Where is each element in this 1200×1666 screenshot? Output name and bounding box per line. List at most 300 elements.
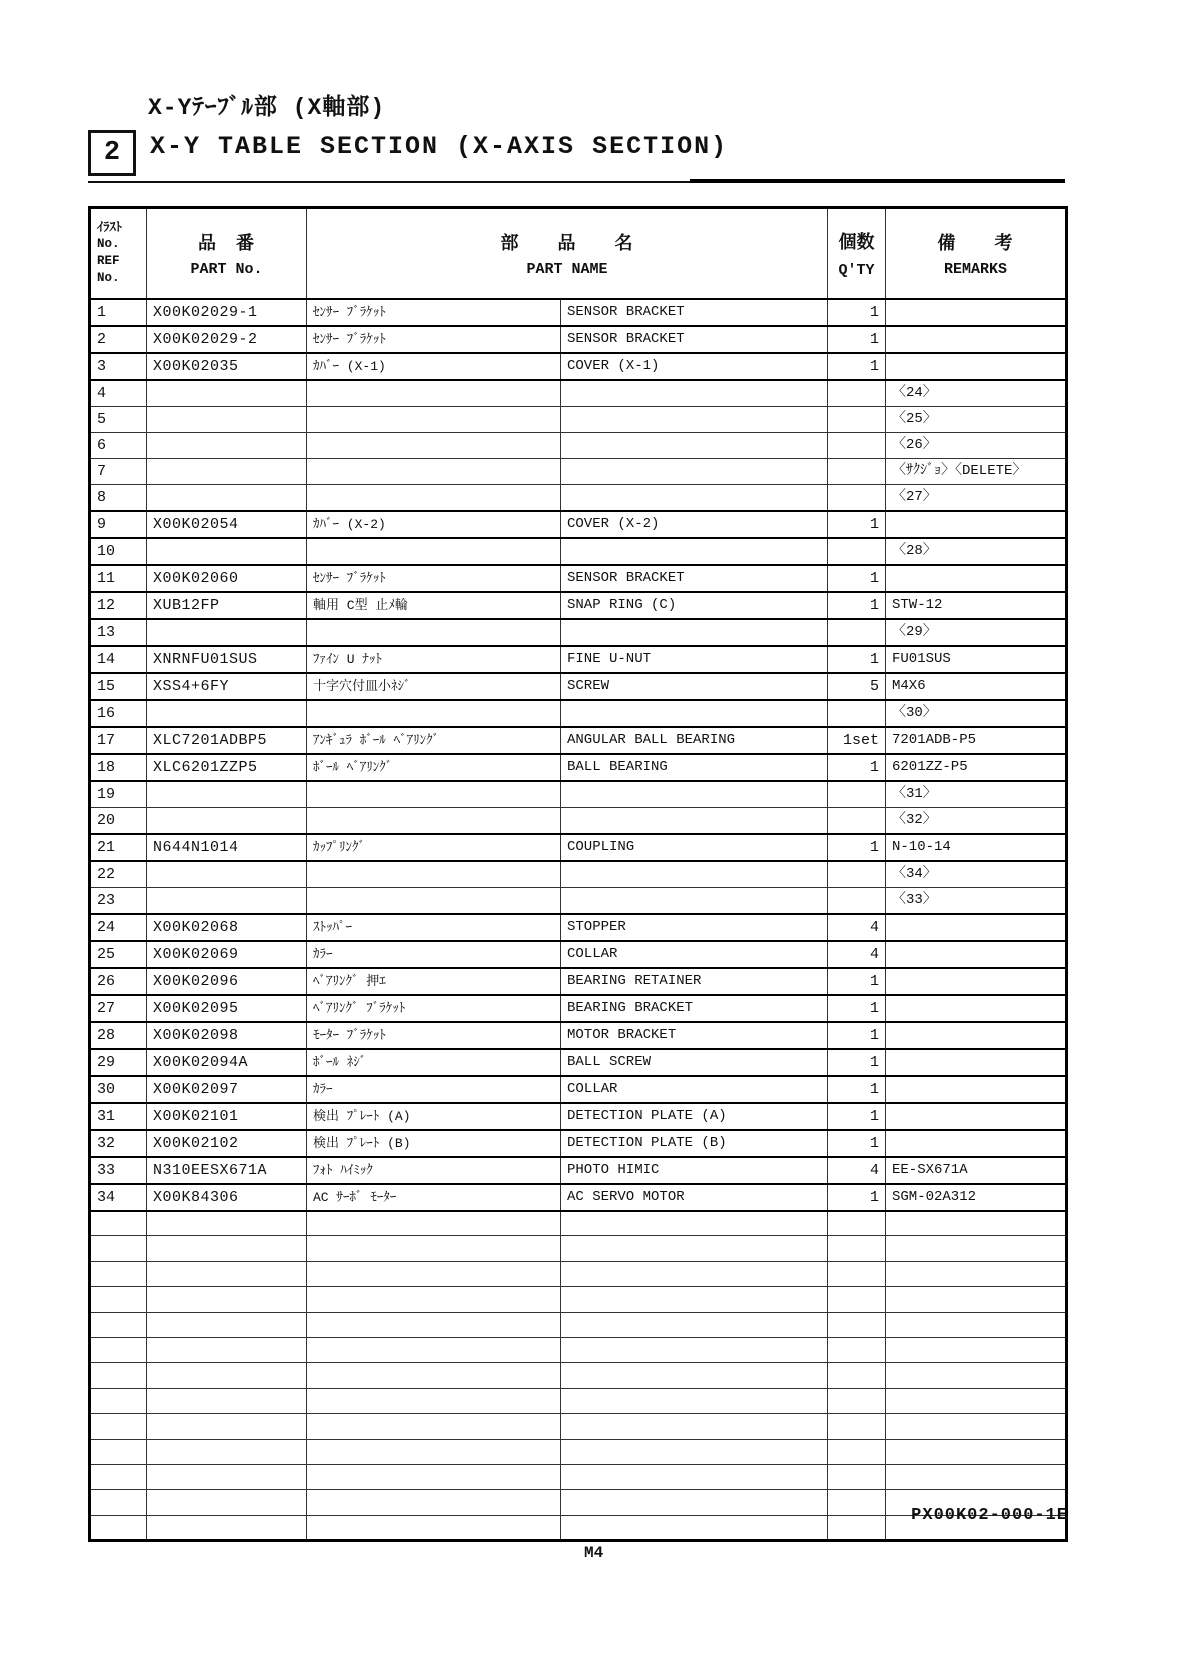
remarks-cell bbox=[886, 353, 1067, 380]
qty-cell-empty bbox=[828, 1337, 886, 1362]
part-name-en-cell: BEARING RETAINER bbox=[561, 968, 828, 995]
part-name-jp-cell: 検出 ﾌﾟﾚｰﾄ (B) bbox=[307, 1130, 561, 1157]
table-row bbox=[90, 941, 1067, 968]
remarks-cell bbox=[886, 914, 1067, 941]
table-row bbox=[90, 1184, 1067, 1211]
part-name-jp-cell bbox=[307, 406, 561, 432]
qty-cell: 1 bbox=[828, 353, 886, 380]
table-row bbox=[90, 538, 1067, 565]
part-name-jp-cell: 軸用 C型 止ﾒ輪 bbox=[307, 592, 561, 619]
ref-no-cell-empty bbox=[90, 1312, 147, 1337]
table-row bbox=[90, 432, 1067, 458]
parts-table bbox=[88, 206, 1068, 1542]
table-row bbox=[90, 834, 1067, 861]
part-name-jp-cell bbox=[307, 484, 561, 511]
ref-no-cell-empty bbox=[90, 1211, 147, 1236]
qty-cell bbox=[828, 700, 886, 727]
table-row bbox=[90, 511, 1067, 538]
part-no-cell: XLC7201ADBP5 bbox=[147, 727, 307, 754]
table-row bbox=[90, 484, 1067, 511]
part-no-cell: X00K02101 bbox=[147, 1103, 307, 1130]
table-row bbox=[90, 700, 1067, 727]
ref-no-cell-empty bbox=[90, 1287, 147, 1312]
part-no-cell bbox=[147, 781, 307, 808]
part-no-cell: X00K02054 bbox=[147, 511, 307, 538]
remarks-cell: 〈32〉 bbox=[886, 807, 1067, 834]
ref-no-cell: 16 bbox=[90, 700, 147, 727]
ref-no-cell: 13 bbox=[90, 619, 147, 646]
ref-no-cell: 20 bbox=[90, 807, 147, 834]
part-name-en-cell: ANGULAR BALL BEARING bbox=[561, 727, 828, 754]
ref-no-cell: 5 bbox=[90, 406, 147, 432]
remarks-cell: 〈25〉 bbox=[886, 406, 1067, 432]
table-row bbox=[90, 673, 1067, 700]
qty-cell bbox=[828, 887, 886, 914]
title-underline-thick-segment bbox=[690, 179, 1065, 183]
part-no-cell: X00K02095 bbox=[147, 995, 307, 1022]
part-name-en-cell-empty bbox=[561, 1490, 828, 1515]
qty-cell-empty bbox=[828, 1515, 886, 1540]
qty-cell: 1 bbox=[828, 511, 886, 538]
part-name-jp-cell: AC ｻｰﾎﾞ ﾓｰﾀｰ bbox=[307, 1184, 561, 1211]
remarks-cell bbox=[886, 326, 1067, 353]
part-name-jp-cell bbox=[307, 861, 561, 888]
header-remarks-jp: 備 考 bbox=[937, 234, 1014, 255]
header-ref-en-no-label: No. bbox=[97, 271, 120, 286]
part-no-cell: X00K02035 bbox=[147, 353, 307, 380]
table-row bbox=[90, 592, 1067, 619]
ref-no-cell: 23 bbox=[90, 887, 147, 914]
part-name-jp-cell bbox=[307, 380, 561, 407]
qty-cell: 1 bbox=[828, 565, 886, 592]
part-name-en-cell-empty bbox=[561, 1464, 828, 1489]
part-name-en-cell: FINE U-NUT bbox=[561, 646, 828, 673]
table-row bbox=[90, 1130, 1067, 1157]
ref-no-cell: 3 bbox=[90, 353, 147, 380]
part-no-cell bbox=[147, 887, 307, 914]
qty-cell: 1 bbox=[828, 1049, 886, 1076]
remarks-cell-empty bbox=[886, 1388, 1067, 1413]
part-name-jp-cell: ｶﾊﾞｰ (X-1) bbox=[307, 353, 561, 380]
part-name-jp-cell: ﾎﾞｰﾙ ﾈｼﾞ bbox=[307, 1049, 561, 1076]
part-name-en-cell bbox=[561, 619, 828, 646]
part-no-cell: X00K02102 bbox=[147, 1130, 307, 1157]
header-ref-jp: ｲﾗｽﾄ bbox=[97, 220, 123, 235]
remarks-cell: 〈28〉 bbox=[886, 538, 1067, 565]
part-no-cell: XSS4+6FY bbox=[147, 673, 307, 700]
qty-cell: 1 bbox=[828, 592, 886, 619]
part-name-jp-cell: ｶｯﾌﾟﾘﾝｸﾞ bbox=[307, 834, 561, 861]
part-name-en-cell: COLLAR bbox=[561, 941, 828, 968]
part-name-jp-cell-empty bbox=[307, 1388, 561, 1413]
remarks-cell bbox=[886, 968, 1067, 995]
part-name-jp-cell: ｱﾝｷﾞｭﾗ ﾎﾞｰﾙ ﾍﾞｱﾘﾝｸﾞ bbox=[307, 727, 561, 754]
part-name-en-cell: SNAP RING (C) bbox=[561, 592, 828, 619]
ref-no-cell-empty bbox=[90, 1337, 147, 1362]
part-name-jp-cell-empty bbox=[307, 1236, 561, 1261]
qty-cell bbox=[828, 861, 886, 888]
section-number-box bbox=[88, 130, 136, 176]
part-name-en-cell-empty bbox=[561, 1363, 828, 1388]
part-name-jp-cell: ﾎﾞｰﾙ ﾍﾞｱﾘﾝｸﾞ bbox=[307, 754, 561, 781]
part-name-en-cell: BALL BEARING bbox=[561, 754, 828, 781]
part-name-jp-cell: ﾌｫﾄ ﾊｲﾐｯｸ bbox=[307, 1157, 561, 1184]
ref-no-cell: 18 bbox=[90, 754, 147, 781]
part-name-en-cell: COLLAR bbox=[561, 1076, 828, 1103]
table-row bbox=[90, 807, 1067, 834]
remarks-cell: STW-12 bbox=[886, 592, 1067, 619]
ref-no-cell: 27 bbox=[90, 995, 147, 1022]
part-no-cell-empty bbox=[147, 1261, 307, 1286]
table-row bbox=[90, 1049, 1067, 1076]
part-name-en-cell bbox=[561, 861, 828, 888]
part-name-jp-cell-empty bbox=[307, 1490, 561, 1515]
empty-table-row bbox=[90, 1211, 1067, 1236]
header-remarks-en: REMARKS bbox=[943, 260, 1007, 278]
qty-cell: 1 bbox=[828, 1022, 886, 1049]
remarks-cell-empty bbox=[886, 1287, 1067, 1312]
ref-no-cell: 15 bbox=[90, 673, 147, 700]
part-no-cell bbox=[147, 619, 307, 646]
ref-no-cell: 10 bbox=[90, 538, 147, 565]
ref-no-cell-empty bbox=[90, 1490, 147, 1515]
ref-no-cell: 28 bbox=[90, 1022, 147, 1049]
part-name-en-cell: SCREW bbox=[561, 673, 828, 700]
ref-no-cell: 30 bbox=[90, 1076, 147, 1103]
part-name-en-cell-empty bbox=[561, 1261, 828, 1286]
table-header-row bbox=[90, 208, 1067, 299]
remarks-cell: 〈24〉 bbox=[886, 380, 1067, 407]
part-name-jp-cell bbox=[307, 538, 561, 565]
remarks-cell bbox=[886, 1103, 1067, 1130]
table-row bbox=[90, 565, 1067, 592]
table-row bbox=[90, 995, 1067, 1022]
qty-cell bbox=[828, 781, 886, 808]
part-name-jp-cell-empty bbox=[307, 1363, 561, 1388]
table-row bbox=[90, 326, 1067, 353]
part-no-cell: X00K02069 bbox=[147, 941, 307, 968]
empty-table-row bbox=[90, 1439, 1067, 1464]
remarks-cell bbox=[886, 995, 1067, 1022]
table-row bbox=[90, 646, 1067, 673]
header-qty-en: Q'TY bbox=[838, 261, 875, 279]
part-no-cell: N310EESX671A bbox=[147, 1157, 307, 1184]
part-name-en-cell bbox=[561, 807, 828, 834]
table-row bbox=[90, 458, 1067, 484]
part-name-en-cell bbox=[561, 700, 828, 727]
header-ref-en: REF bbox=[97, 254, 120, 269]
ref-no-cell: 19 bbox=[90, 781, 147, 808]
qty-cell: 1 bbox=[828, 326, 886, 353]
qty-cell-empty bbox=[828, 1414, 886, 1439]
part-no-cell bbox=[147, 406, 307, 432]
remarks-cell: SGM-02A312 bbox=[886, 1184, 1067, 1211]
table-row bbox=[90, 914, 1067, 941]
part-no-cell-empty bbox=[147, 1363, 307, 1388]
section-title: X-Y TABLE SECTION (X-AXIS SECTION) bbox=[150, 132, 729, 161]
part-no-cell bbox=[147, 432, 307, 458]
part-name-en-cell: MOTOR BRACKET bbox=[561, 1022, 828, 1049]
ref-no-cell-empty bbox=[90, 1414, 147, 1439]
remarks-cell-empty bbox=[886, 1211, 1067, 1236]
ref-no-cell: 21 bbox=[90, 834, 147, 861]
remarks-cell: 6201ZZ-P5 bbox=[886, 754, 1067, 781]
table-row bbox=[90, 727, 1067, 754]
part-no-cell: X00K02094A bbox=[147, 1049, 307, 1076]
part-name-en-cell bbox=[561, 406, 828, 432]
qty-cell-empty bbox=[828, 1490, 886, 1515]
part-no-cell: X00K02029-1 bbox=[147, 299, 307, 326]
remarks-cell bbox=[886, 1049, 1067, 1076]
part-name-en-cell: DETECTION PLATE (B) bbox=[561, 1130, 828, 1157]
part-no-cell: X00K02097 bbox=[147, 1076, 307, 1103]
header-qty-jp: 個数 bbox=[838, 233, 875, 254]
qty-cell: 1 bbox=[828, 1076, 886, 1103]
table-row bbox=[90, 353, 1067, 380]
part-no-cell bbox=[147, 458, 307, 484]
qty-cell bbox=[828, 807, 886, 834]
part-name-jp-cell-empty bbox=[307, 1414, 561, 1439]
part-no-cell bbox=[147, 700, 307, 727]
remarks-cell-empty bbox=[886, 1363, 1067, 1388]
part-name-jp-cell-empty bbox=[307, 1439, 561, 1464]
part-name-en-cell bbox=[561, 538, 828, 565]
qty-cell: 1set bbox=[828, 727, 886, 754]
qty-cell bbox=[828, 380, 886, 407]
qty-cell-empty bbox=[828, 1236, 886, 1261]
table-row bbox=[90, 887, 1067, 914]
part-name-en-cell: COVER (X-1) bbox=[561, 353, 828, 380]
remarks-cell-empty bbox=[886, 1414, 1067, 1439]
part-name-jp-cell bbox=[307, 458, 561, 484]
remarks-cell-empty bbox=[886, 1439, 1067, 1464]
part-name-jp-cell: ｾﾝｻｰ ﾌﾞﾗｹｯﾄ bbox=[307, 326, 561, 353]
remarks-cell-empty bbox=[886, 1464, 1067, 1489]
part-name-jp-cell-empty bbox=[307, 1211, 561, 1236]
part-name-en-cell bbox=[561, 887, 828, 914]
part-name-en-cell: PHOTO HIMIC bbox=[561, 1157, 828, 1184]
ref-no-cell: 6 bbox=[90, 432, 147, 458]
part-no-cell-empty bbox=[147, 1464, 307, 1489]
remarks-cell: 〈27〉 bbox=[886, 484, 1067, 511]
part-name-jp-cell: 検出 ﾌﾟﾚｰﾄ (A) bbox=[307, 1103, 561, 1130]
table-row bbox=[90, 619, 1067, 646]
remarks-cell bbox=[886, 299, 1067, 326]
part-no-cell bbox=[147, 861, 307, 888]
empty-table-row bbox=[90, 1312, 1067, 1337]
part-name-en-cell-empty bbox=[561, 1337, 828, 1362]
part-no-cell-empty bbox=[147, 1337, 307, 1362]
remarks-cell: M4X6 bbox=[886, 673, 1067, 700]
part-name-jp-cell-empty bbox=[307, 1515, 561, 1540]
ref-no-cell: 9 bbox=[90, 511, 147, 538]
remarks-cell: 〈31〉 bbox=[886, 781, 1067, 808]
part-name-jp-cell: ﾌｧｲﾝ U ﾅｯﾄ bbox=[307, 646, 561, 673]
table-row bbox=[90, 1103, 1067, 1130]
part-name-en-cell: SENSOR BRACKET bbox=[561, 326, 828, 353]
remarks-cell: 〈26〉 bbox=[886, 432, 1067, 458]
ref-no-cell: 8 bbox=[90, 484, 147, 511]
table-row bbox=[90, 1022, 1067, 1049]
part-name-jp-cell bbox=[307, 432, 561, 458]
header-part-name-en: PART NAME bbox=[526, 260, 608, 278]
part-no-cell: X00K02029-2 bbox=[147, 326, 307, 353]
part-no-cell-empty bbox=[147, 1414, 307, 1439]
qty-cell: 1 bbox=[828, 1103, 886, 1130]
qty-cell-empty bbox=[828, 1439, 886, 1464]
part-name-en-cell-empty bbox=[561, 1287, 828, 1312]
ref-no-cell: 24 bbox=[90, 914, 147, 941]
part-no-cell-empty bbox=[147, 1490, 307, 1515]
qty-cell-empty bbox=[828, 1363, 886, 1388]
qty-cell-empty bbox=[828, 1287, 886, 1312]
part-name-jp-cell-empty bbox=[307, 1337, 561, 1362]
ref-no-cell-empty bbox=[90, 1388, 147, 1413]
part-name-jp-cell bbox=[307, 807, 561, 834]
part-name-jp-cell-empty bbox=[307, 1464, 561, 1489]
ref-no-cell-empty bbox=[90, 1515, 147, 1540]
ref-no-cell: 33 bbox=[90, 1157, 147, 1184]
qty-cell-empty bbox=[828, 1261, 886, 1286]
remarks-cell bbox=[886, 511, 1067, 538]
remarks-cell: 〈29〉 bbox=[886, 619, 1067, 646]
header-part-no-jp: 品 番 bbox=[198, 234, 255, 255]
empty-table-row bbox=[90, 1337, 1067, 1362]
qty-cell bbox=[828, 538, 886, 565]
part-name-en-cell-empty bbox=[561, 1388, 828, 1413]
part-no-cell-empty bbox=[147, 1211, 307, 1236]
part-no-cell: X00K02098 bbox=[147, 1022, 307, 1049]
empty-table-row bbox=[90, 1261, 1067, 1286]
remarks-cell: 〈30〉 bbox=[886, 700, 1067, 727]
page-number: M4 bbox=[584, 1544, 604, 1562]
part-name-jp-cell-empty bbox=[307, 1312, 561, 1337]
ref-no-cell: 14 bbox=[90, 646, 147, 673]
table-row bbox=[90, 754, 1067, 781]
part-name-en-cell: DETECTION PLATE (A) bbox=[561, 1103, 828, 1130]
remarks-cell: 〈ｻｸｼﾞｮ〉〈DELETE〉 bbox=[886, 458, 1067, 484]
table-row bbox=[90, 299, 1067, 326]
ref-no-cell-empty bbox=[90, 1261, 147, 1286]
part-no-cell-empty bbox=[147, 1515, 307, 1540]
part-no-cell bbox=[147, 807, 307, 834]
qty-cell bbox=[828, 406, 886, 432]
qty-cell: 4 bbox=[828, 914, 886, 941]
part-name-en-cell bbox=[561, 380, 828, 407]
header-part-name bbox=[307, 208, 828, 299]
part-name-en-cell bbox=[561, 458, 828, 484]
ref-no-cell: 7 bbox=[90, 458, 147, 484]
remarks-cell-empty bbox=[886, 1236, 1067, 1261]
ref-no-cell: 17 bbox=[90, 727, 147, 754]
part-no-cell bbox=[147, 380, 307, 407]
ref-no-cell-empty bbox=[90, 1236, 147, 1261]
header-ref-no bbox=[90, 208, 147, 299]
remarks-cell bbox=[886, 1130, 1067, 1157]
part-name-en-cell: COUPLING bbox=[561, 834, 828, 861]
qty-cell-empty bbox=[828, 1211, 886, 1236]
header-qty bbox=[828, 208, 886, 299]
part-no-cell: X00K02060 bbox=[147, 565, 307, 592]
part-name-jp-cell: ﾓｰﾀｰ ﾌﾞﾗｹｯﾄ bbox=[307, 1022, 561, 1049]
part-no-cell: X00K02068 bbox=[147, 914, 307, 941]
qty-cell bbox=[828, 458, 886, 484]
table-row bbox=[90, 406, 1067, 432]
qty-cell: 4 bbox=[828, 941, 886, 968]
part-no-cell bbox=[147, 484, 307, 511]
remarks-cell-empty bbox=[886, 1261, 1067, 1286]
empty-table-row bbox=[90, 1287, 1067, 1312]
ref-no-cell: 31 bbox=[90, 1103, 147, 1130]
part-name-jp-cell: ｶﾊﾞｰ (X-2) bbox=[307, 511, 561, 538]
table-row bbox=[90, 781, 1067, 808]
remarks-cell-empty bbox=[886, 1312, 1067, 1337]
remarks-cell bbox=[886, 941, 1067, 968]
part-name-en-cell-empty bbox=[561, 1414, 828, 1439]
qty-cell: 5 bbox=[828, 673, 886, 700]
ref-no-cell: 32 bbox=[90, 1130, 147, 1157]
part-name-en-cell: SENSOR BRACKET bbox=[561, 565, 828, 592]
part-name-jp-cell-empty bbox=[307, 1287, 561, 1312]
table-row bbox=[90, 1157, 1067, 1184]
page-title-japanese: X-Yﾃｰﾌﾞﾙ部 (X軸部) bbox=[148, 95, 386, 121]
part-name-jp-cell: ﾍﾞｱﾘﾝｸﾞ ﾌﾞﾗｹｯﾄ bbox=[307, 995, 561, 1022]
part-no-cell: N644N1014 bbox=[147, 834, 307, 861]
part-no-cell: X00K02096 bbox=[147, 968, 307, 995]
table-row bbox=[90, 1076, 1067, 1103]
part-name-en-cell-empty bbox=[561, 1312, 828, 1337]
ref-no-cell-empty bbox=[90, 1464, 147, 1489]
part-name-jp-cell: 十字穴付皿小ﾈｼﾞ bbox=[307, 673, 561, 700]
part-name-jp-cell: ｽﾄｯﾊﾟｰ bbox=[307, 914, 561, 941]
part-no-cell-empty bbox=[147, 1236, 307, 1261]
part-no-cell: X00K84306 bbox=[147, 1184, 307, 1211]
ref-no-cell: 29 bbox=[90, 1049, 147, 1076]
part-name-jp-cell: ｶﾗｰ bbox=[307, 941, 561, 968]
part-name-jp-cell: ﾍﾞｱﾘﾝｸﾞ 押ｴ bbox=[307, 968, 561, 995]
part-no-cell bbox=[147, 538, 307, 565]
empty-table-row bbox=[90, 1363, 1067, 1388]
remarks-cell: 〈33〉 bbox=[886, 887, 1067, 914]
qty-cell-empty bbox=[828, 1388, 886, 1413]
qty-cell bbox=[828, 619, 886, 646]
part-name-jp-cell: ｶﾗｰ bbox=[307, 1076, 561, 1103]
ref-no-cell: 2 bbox=[90, 326, 147, 353]
qty-cell bbox=[828, 484, 886, 511]
part-name-en-cell: AC SERVO MOTOR bbox=[561, 1184, 828, 1211]
part-no-cell-empty bbox=[147, 1287, 307, 1312]
remarks-cell bbox=[886, 1022, 1067, 1049]
part-name-en-cell: SENSOR BRACKET bbox=[561, 299, 828, 326]
remarks-cell: 〈34〉 bbox=[886, 861, 1067, 888]
table-row bbox=[90, 380, 1067, 407]
qty-cell: 1 bbox=[828, 646, 886, 673]
ref-no-cell: 22 bbox=[90, 861, 147, 888]
part-no-cell: XNRNFU01SUS bbox=[147, 646, 307, 673]
part-name-en-cell: STOPPER bbox=[561, 914, 828, 941]
empty-table-row bbox=[90, 1464, 1067, 1489]
ref-no-cell: 26 bbox=[90, 968, 147, 995]
remarks-cell bbox=[886, 565, 1067, 592]
empty-table-row bbox=[90, 1414, 1067, 1439]
part-name-jp-cell bbox=[307, 619, 561, 646]
qty-cell: 1 bbox=[828, 834, 886, 861]
part-name-jp-cell-empty bbox=[307, 1261, 561, 1286]
part-name-en-cell: BALL SCREW bbox=[561, 1049, 828, 1076]
ref-no-cell: 25 bbox=[90, 941, 147, 968]
ref-no-cell: 11 bbox=[90, 565, 147, 592]
remarks-cell: 7201ADB-P5 bbox=[886, 727, 1067, 754]
